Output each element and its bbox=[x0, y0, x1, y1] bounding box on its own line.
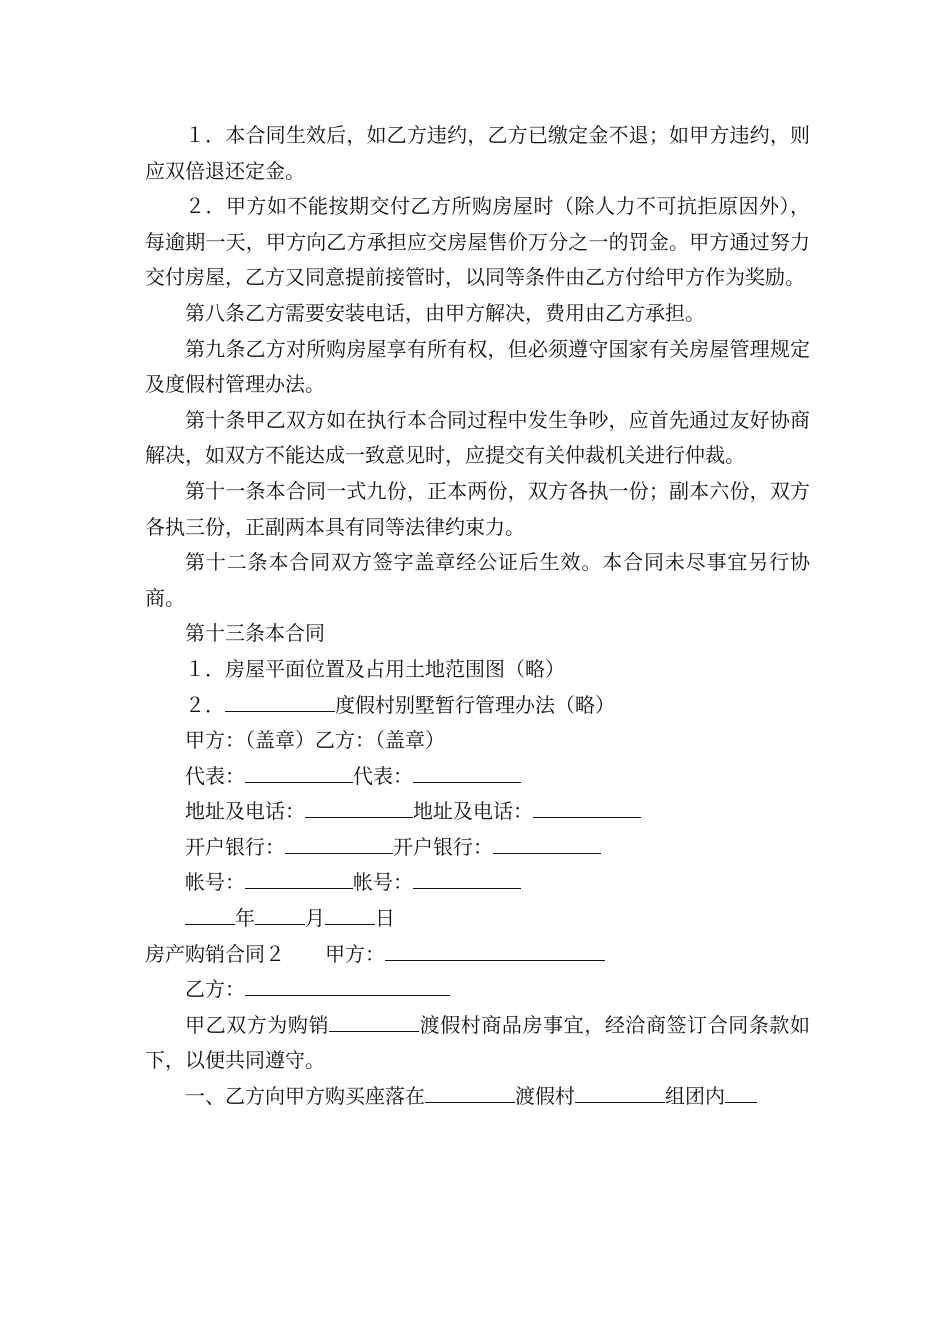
month-label: 月 bbox=[305, 906, 325, 931]
bank-label-b: 开户银行： bbox=[393, 834, 493, 859]
year-label: 年 bbox=[235, 906, 255, 931]
blank-line bbox=[245, 762, 353, 783]
article-8: 第八条乙方需要安装电话，由甲方解决，费用由乙方承担。 bbox=[185, 300, 705, 325]
date-line bbox=[145, 901, 810, 937]
blank-line bbox=[255, 904, 305, 925]
party-a-label: 甲方： bbox=[325, 941, 385, 966]
attachment-2-prefix: ２． bbox=[185, 692, 225, 717]
clause-deposit: １．本合同生效后，如乙方违约，乙方已缴定金不退；如甲方违约，则应双倍退还定金。 bbox=[145, 123, 810, 183]
acct-label-a: 帐号： bbox=[185, 870, 245, 895]
party-b-line bbox=[145, 972, 810, 1008]
document-body bbox=[145, 118, 810, 1115]
attachment-2-text: 度假村别墅暂行管理办法（略） bbox=[335, 692, 615, 717]
rep-label-a: 代表： bbox=[185, 763, 245, 788]
account-line bbox=[145, 865, 810, 901]
clause-one bbox=[145, 1079, 810, 1115]
bank-label-a: 开户银行： bbox=[185, 834, 285, 859]
seal-line: 甲方：（盖章）乙方：（盖章） bbox=[185, 728, 445, 753]
blank-line bbox=[725, 1082, 757, 1103]
contract-2-title-line bbox=[145, 937, 810, 973]
attachment-1: １．房屋平面位置及占用土地范围图（略） bbox=[185, 656, 565, 681]
article-11: 第十一条本合同一式九份，正本两份，双方各执一份；副本六份，双方各执三份，正副两本具有同等法律约束力。 bbox=[145, 478, 810, 539]
party-b-label: 乙方： bbox=[185, 977, 245, 1002]
blank-line bbox=[329, 1011, 419, 1032]
blank-line bbox=[225, 691, 335, 712]
blank-line bbox=[245, 975, 450, 996]
blank-line bbox=[533, 797, 641, 818]
blank-line bbox=[385, 940, 605, 961]
blank-line bbox=[325, 904, 375, 925]
attachment-2 bbox=[145, 688, 810, 724]
intro-text-1: 甲乙双方为购销 bbox=[185, 1012, 330, 1037]
addr-label-b: 地址及电话： bbox=[413, 799, 533, 824]
addr-label-a: 地址及电话： bbox=[185, 799, 305, 824]
article-9: 第九条乙方对所购房屋享有所有权，但必须遵守国家有关房屋管理规定及度假村管理办法。 bbox=[145, 336, 810, 397]
blank-line bbox=[245, 868, 353, 889]
rep-label-b: 代表： bbox=[353, 763, 413, 788]
address-line bbox=[145, 794, 810, 830]
day-label: 日 bbox=[375, 906, 395, 931]
blank-line bbox=[413, 868, 521, 889]
blank-line bbox=[413, 762, 521, 783]
blank-line bbox=[493, 833, 601, 854]
clause-one-text-2: 渡假村 bbox=[515, 1084, 575, 1109]
acct-label-b: 帐号： bbox=[353, 870, 413, 895]
blank-line bbox=[575, 1082, 665, 1103]
blank-line bbox=[425, 1082, 515, 1103]
clause-one-text-3: 组团内 bbox=[665, 1084, 725, 1109]
bank-line bbox=[145, 830, 810, 866]
blank-line bbox=[305, 797, 413, 818]
intro-text-2: 渡假村商品房事宜，经洽商签订合同条款如下，以便共同遵守。 bbox=[145, 1012, 811, 1073]
contract-2-title: 房产购销合同２ bbox=[145, 941, 285, 966]
blank-line bbox=[285, 833, 393, 854]
article-10: 第十条甲乙双方如在执行本合同过程中发生争吵，应首先通过友好协商解决，如双方不能达成一致意见时，应提交有关仲裁机关进行仲裁。 bbox=[145, 407, 810, 468]
article-13: 第十三条本合同 bbox=[185, 621, 325, 646]
representative-line bbox=[145, 759, 810, 795]
clause-late-delivery: ２．甲方如不能按期交付乙方所购房屋时（除人力不可抗拒原因外），每逾期一天，甲方向乙方承担应交房屋售价万分之一的罚金。甲方通过努力交付房屋，乙方又同意提前接管时，以同等条件由乙方付给甲方作为奖励。 bbox=[145, 194, 810, 290]
article-12: 第十二条本合同双方签字盖章经公证后生效。本合同未尽事宜另行协商。 bbox=[145, 550, 810, 610]
blank-line bbox=[185, 904, 235, 925]
clause-one-text-1: 一、乙方向甲方购买座落在 bbox=[185, 1084, 425, 1109]
intro-paragraph bbox=[145, 1008, 810, 1079]
